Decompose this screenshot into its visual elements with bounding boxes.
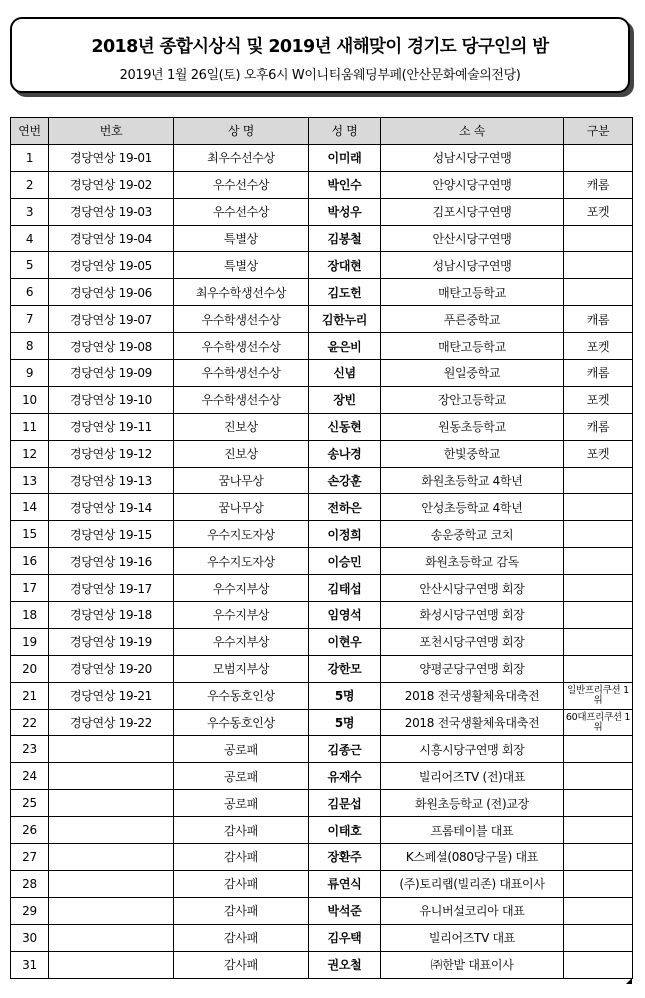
award-cell: 최우수선수상	[174, 144, 309, 171]
name-cell: 김문섭	[309, 790, 381, 817]
category-cell: 캐롬	[564, 413, 633, 440]
affiliation-cell: 2018 전국생활체육대축전	[381, 709, 564, 736]
name-cell: 강한모	[309, 655, 381, 682]
affiliation-cell: 매탄고등학교	[381, 279, 564, 306]
no-cell: 19	[11, 628, 49, 655]
no-cell: 8	[11, 333, 49, 360]
code-cell	[49, 736, 174, 763]
no-cell: 9	[11, 360, 49, 387]
award-cell: 특별상	[174, 252, 309, 279]
name-cell: 신념	[309, 360, 381, 387]
name-cell: 김종근	[309, 736, 381, 763]
name-cell: 전하은	[309, 494, 381, 521]
no-cell: 29	[11, 897, 49, 924]
no-cell: 2	[11, 171, 49, 198]
no-cell: 7	[11, 306, 49, 333]
code-cell: 경당연상 19-04	[49, 225, 174, 252]
affiliation-cell: 성남시당구연맹	[381, 144, 564, 171]
table-row	[11, 171, 633, 198]
name-cell: 김도헌	[309, 279, 381, 306]
category-cell	[564, 924, 633, 951]
category-cell	[564, 548, 633, 575]
affiliation-cell: 빌리어즈TV 대표	[381, 924, 564, 951]
affiliation-cell: 김포시당구연맹	[381, 198, 564, 225]
no-cell: 12	[11, 440, 49, 467]
code-cell: 경당연상 19-11	[49, 413, 174, 440]
no-cell: 16	[11, 548, 49, 575]
award-cell: 감사패	[174, 870, 309, 897]
affiliation-cell: 화성시당구연맹 회장	[381, 602, 564, 629]
name-cell: 장빈	[309, 386, 381, 413]
name-cell: 이미래	[309, 144, 381, 171]
code-cell: 경당연상 19-18	[49, 602, 174, 629]
code-cell: 경당연상 19-14	[49, 494, 174, 521]
award-cell: 공로패	[174, 763, 309, 790]
name-cell: 5명	[309, 682, 381, 709]
table-row	[11, 628, 633, 655]
code-cell: 경당연상 19-07	[49, 306, 174, 333]
no-cell: 24	[11, 763, 49, 790]
award-cell: 특별상	[174, 225, 309, 252]
table-row	[11, 790, 633, 817]
category-cell	[564, 521, 633, 548]
affiliation-cell: 안성초등학교 4학년	[381, 494, 564, 521]
code-cell	[49, 897, 174, 924]
table-row	[11, 306, 633, 333]
award-cell: 우수학생선수상	[174, 306, 309, 333]
table-row	[11, 494, 633, 521]
category-cell: 포켓	[564, 440, 633, 467]
code-cell: 경당연상 19-12	[49, 440, 174, 467]
code-cell: 경당연상 19-10	[49, 386, 174, 413]
affiliation-cell: 2018 전국생활체육대축전	[381, 682, 564, 709]
no-cell: 17	[11, 575, 49, 602]
affiliation-cell: 화원초등학교 감독	[381, 548, 564, 575]
award-cell: 우수학생선수상	[174, 333, 309, 360]
no-cell: 25	[11, 790, 49, 817]
table-row	[11, 386, 633, 413]
no-cell: 18	[11, 602, 49, 629]
affiliation-cell: 성남시당구연맹	[381, 252, 564, 279]
award-cell: 감사패	[174, 817, 309, 844]
award-cell: 진보상	[174, 440, 309, 467]
affiliation-cell: 안산시당구연맹 회장	[381, 575, 564, 602]
affiliation-cell: 양평군당구연맹 회장	[381, 655, 564, 682]
table-row	[11, 924, 633, 951]
code-cell: 경당연상 19-21	[49, 682, 174, 709]
code-cell: 경당연상 19-03	[49, 198, 174, 225]
table-row	[11, 602, 633, 629]
affiliation-cell: 빌리어즈TV (전)대표	[381, 763, 564, 790]
award-cell: 최우수학생선수상	[174, 279, 309, 306]
category-cell	[564, 144, 633, 171]
affiliation-cell: 프롬테이블 대표	[381, 817, 564, 844]
category-cell	[564, 817, 633, 844]
category-cell	[564, 844, 633, 871]
category-cell	[564, 790, 633, 817]
name-cell: 5명	[309, 709, 381, 736]
name-cell: 권오철	[309, 951, 381, 978]
table-row	[11, 817, 633, 844]
affiliation-cell: 화원초등학교 (전)교장	[381, 790, 564, 817]
no-cell: 1	[11, 144, 49, 171]
name-cell: 신동현	[309, 413, 381, 440]
award-cell: 우수동호인상	[174, 682, 309, 709]
no-cell: 15	[11, 521, 49, 548]
title-box	[10, 17, 630, 93]
code-cell	[49, 844, 174, 871]
award-cell: 꿈나무상	[174, 467, 309, 494]
affiliation-cell: 화원초등학교 4학년	[381, 467, 564, 494]
code-cell: 경당연상 19-19	[49, 628, 174, 655]
table-row	[11, 467, 633, 494]
code-cell	[49, 763, 174, 790]
code-cell	[49, 817, 174, 844]
category-cell	[564, 575, 633, 602]
no-cell: 5	[11, 252, 49, 279]
column-header-category: 구분	[564, 118, 633, 145]
name-cell: 이태호	[309, 817, 381, 844]
column-header-affiliation: 소 속	[381, 118, 564, 145]
award-cell: 우수지부상	[174, 575, 309, 602]
table-row	[11, 360, 633, 387]
category-cell	[564, 655, 633, 682]
no-cell: 10	[11, 386, 49, 413]
no-cell: 21	[11, 682, 49, 709]
award-cell: 우수선수상	[174, 171, 309, 198]
affiliation-cell: 매탄고등학교	[381, 333, 564, 360]
name-cell: 유재수	[309, 763, 381, 790]
award-cell: 공로패	[174, 736, 309, 763]
award-cell: 진보상	[174, 413, 309, 440]
no-cell: 23	[11, 736, 49, 763]
affiliation-cell: 한빛중학교	[381, 440, 564, 467]
column-header-no: 연번	[11, 118, 49, 145]
category-cell	[564, 736, 633, 763]
award-cell: 공로패	[174, 790, 309, 817]
table-row	[11, 252, 633, 279]
award-cell: 꿈나무상	[174, 494, 309, 521]
affiliation-cell: 푸른중학교	[381, 306, 564, 333]
category-cell: 포켓	[564, 386, 633, 413]
affiliation-cell: 원일중학교	[381, 360, 564, 387]
code-cell: 경당연상 19-15	[49, 521, 174, 548]
name-cell: 김우택	[309, 924, 381, 951]
no-cell: 26	[11, 817, 49, 844]
name-cell: 손강훈	[309, 467, 381, 494]
name-cell: 류연식	[309, 870, 381, 897]
no-cell: 20	[11, 655, 49, 682]
affiliation-cell: K스페셜(080당구물) 대표	[381, 844, 564, 871]
category-cell	[564, 494, 633, 521]
table-row	[11, 279, 633, 306]
award-cell: 우수학생선수상	[174, 386, 309, 413]
name-cell: 임영석	[309, 602, 381, 629]
table-row	[11, 198, 633, 225]
category-cell	[564, 897, 633, 924]
no-cell: 3	[11, 198, 49, 225]
category-cell	[564, 225, 633, 252]
affiliation-cell: 장안고등학교	[381, 386, 564, 413]
category-cell	[564, 602, 633, 629]
name-cell: 박인수	[309, 171, 381, 198]
category-cell	[564, 628, 633, 655]
name-cell: 김한누리	[309, 306, 381, 333]
column-header-code: 번호	[49, 118, 174, 145]
code-cell: 경당연상 19-09	[49, 360, 174, 387]
no-cell: 4	[11, 225, 49, 252]
award-cell: 감사패	[174, 844, 309, 871]
no-cell: 11	[11, 413, 49, 440]
table-row	[11, 333, 633, 360]
table-row	[11, 144, 633, 171]
code-cell	[49, 790, 174, 817]
award-cell: 우수학생선수상	[174, 360, 309, 387]
code-cell	[49, 951, 174, 978]
code-cell: 경당연상 19-17	[49, 575, 174, 602]
code-cell: 경당연상 19-22	[49, 709, 174, 736]
event-subtitle: 2019년 1월 26일(토) 오후6시 W이니티움웨딩부페(안산문화예술의전당)	[119, 68, 521, 83]
category-cell	[564, 951, 633, 978]
no-cell: 27	[11, 844, 49, 871]
affiliation-cell: ㈜한밭 대표이사	[381, 951, 564, 978]
category-cell	[564, 870, 633, 897]
category-cell: 일반프리쿠션 1위	[564, 682, 633, 709]
affiliation-cell: 안양시당구연맹	[381, 171, 564, 198]
category-cell	[564, 252, 633, 279]
award-cell: 감사패	[174, 897, 309, 924]
awards-table	[10, 117, 633, 979]
affiliation-cell: 시흥시당구연맹 회장	[381, 736, 564, 763]
category-cell: 캐롬	[564, 306, 633, 333]
no-cell: 13	[11, 467, 49, 494]
affiliation-cell: 안산시당구연맹	[381, 225, 564, 252]
table-row	[11, 951, 633, 978]
code-cell: 경당연상 19-01	[49, 144, 174, 171]
no-cell: 28	[11, 870, 49, 897]
table-row	[11, 413, 633, 440]
award-cell: 우수동호인상	[174, 709, 309, 736]
category-cell: 포켓	[564, 333, 633, 360]
name-cell: 이정희	[309, 521, 381, 548]
award-cell: 감사패	[174, 924, 309, 951]
code-cell	[49, 870, 174, 897]
category-cell	[564, 467, 633, 494]
column-header-award: 상 명	[174, 118, 309, 145]
name-cell: 김봉철	[309, 225, 381, 252]
name-cell: 윤은비	[309, 333, 381, 360]
table-row	[11, 736, 633, 763]
name-cell: 이현우	[309, 628, 381, 655]
table-row	[11, 870, 633, 897]
affiliation-cell: 유니버설코리아 대표	[381, 897, 564, 924]
name-cell: 장환주	[309, 844, 381, 871]
name-cell: 송나경	[309, 440, 381, 467]
award-cell: 모범지부상	[174, 655, 309, 682]
name-cell: 박성우	[309, 198, 381, 225]
category-cell	[564, 763, 633, 790]
no-cell: 14	[11, 494, 49, 521]
affiliation-cell: 송운중학교 코치	[381, 521, 564, 548]
code-cell: 경당연상 19-05	[49, 252, 174, 279]
column-header-name: 성 명	[309, 118, 381, 145]
category-cell	[564, 279, 633, 306]
table-row	[11, 897, 633, 924]
table-body	[11, 144, 633, 978]
award-cell: 우수지도자상	[174, 521, 309, 548]
code-cell: 경당연상 19-20	[49, 655, 174, 682]
name-cell: 이승민	[309, 548, 381, 575]
award-cell: 우수지도자상	[174, 548, 309, 575]
code-cell: 경당연상 19-02	[49, 171, 174, 198]
name-cell: 김태섭	[309, 575, 381, 602]
table-row	[11, 521, 633, 548]
name-cell: 박석준	[309, 897, 381, 924]
table-row	[11, 709, 633, 736]
table-row	[11, 548, 633, 575]
award-cell: 우수선수상	[174, 198, 309, 225]
table-row	[11, 844, 633, 871]
award-cell: 우수지부상	[174, 602, 309, 629]
no-cell: 30	[11, 924, 49, 951]
affiliation-cell: (주)토리랩(빌리존) 대표이사	[381, 870, 564, 897]
category-cell: 60대프리쿠션 1위	[564, 709, 633, 736]
award-cell: 감사패	[174, 951, 309, 978]
table-header-row	[11, 118, 633, 145]
category-cell: 캐롬	[564, 360, 633, 387]
page-title: 2018년 종합시상식 및 2019년 새해맞이 경기도 당구인의 밤	[91, 37, 549, 57]
no-cell: 6	[11, 279, 49, 306]
table-row	[11, 655, 633, 682]
category-cell: 포켓	[564, 198, 633, 225]
table-row	[11, 440, 633, 467]
code-cell: 경당연상 19-13	[49, 467, 174, 494]
category-cell: 캐롬	[564, 171, 633, 198]
code-cell	[49, 924, 174, 951]
no-cell: 22	[11, 709, 49, 736]
name-cell: 장대현	[309, 252, 381, 279]
table-row	[11, 682, 633, 709]
code-cell: 경당연상 19-16	[49, 548, 174, 575]
award-cell: 우수지부상	[174, 628, 309, 655]
code-cell: 경당연상 19-06	[49, 279, 174, 306]
table-row	[11, 575, 633, 602]
table-row	[11, 763, 633, 790]
page-corner-mark	[626, 978, 632, 984]
code-cell: 경당연상 19-08	[49, 333, 174, 360]
affiliation-cell: 원동초등학교	[381, 413, 564, 440]
table-row	[11, 225, 633, 252]
affiliation-cell: 포천시당구연맹 회장	[381, 628, 564, 655]
no-cell: 31	[11, 951, 49, 978]
